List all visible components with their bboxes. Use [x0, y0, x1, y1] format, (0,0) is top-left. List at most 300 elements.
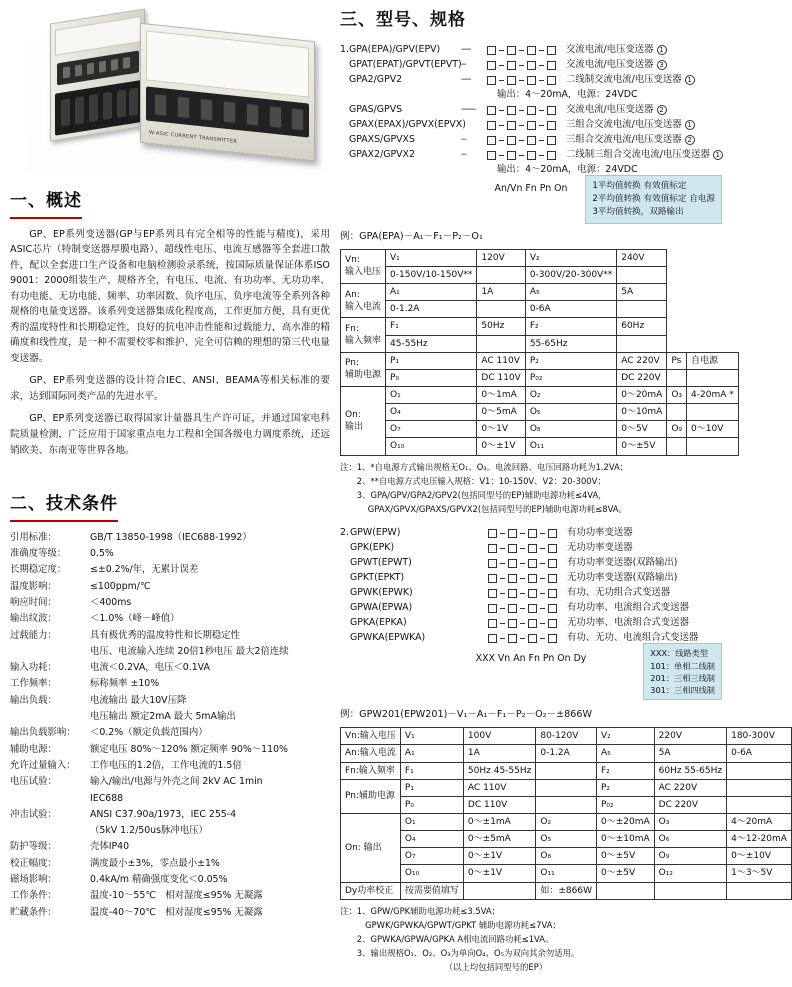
model-description: 三组合交流电流/电压变送器 — [565, 134, 682, 146]
spec-key: 辅助电源： — [10, 743, 57, 755]
note-line: 3平均值转换，双路输出 — [592, 207, 684, 218]
param-cell: 0～±1V — [463, 865, 535, 882]
code-box — [547, 151, 556, 160]
param-cell — [727, 762, 792, 779]
param-cell — [536, 779, 597, 796]
code-box — [488, 544, 497, 553]
spec-value: 标称频率 ±10% — [90, 678, 160, 690]
param-cell: P₂ — [525, 352, 616, 369]
param-cell: V₂ — [525, 249, 616, 266]
spec-row — [10, 856, 330, 872]
param-cell: A₅ — [597, 745, 655, 762]
model-name: GPAS/GPVS — [348, 104, 403, 116]
param-row — [341, 848, 792, 865]
spec-row — [10, 530, 330, 546]
param-label: Vn:输入电压 — [341, 728, 401, 745]
param-cell — [727, 779, 792, 796]
code-box — [528, 559, 537, 568]
param-cell: 4～12-20mA — [727, 831, 792, 848]
model-description: 三组合交流电流/电压变送器 — [565, 119, 682, 131]
param-label-line: Fn: — [345, 323, 359, 334]
code-box — [507, 136, 516, 145]
spec-row — [10, 660, 330, 676]
section-1-title: 一、概述 — [10, 189, 82, 219]
code-box — [508, 589, 517, 598]
code-separator — [500, 563, 505, 564]
param-cell: 0-300V/20-300V** — [525, 266, 616, 283]
model-dash: -- — [460, 149, 466, 161]
code-separator — [500, 548, 505, 549]
param-label: On: 输出 — [341, 814, 401, 883]
code-separator — [540, 638, 545, 639]
model-description: 二线制交流电流/电压变送器 — [565, 74, 682, 86]
param-cell: 0～5V — [617, 421, 667, 438]
code-separator — [520, 608, 525, 609]
code-box — [527, 151, 536, 160]
model-name: GPK(EPK) — [350, 542, 395, 554]
spec-row — [10, 611, 330, 627]
code-separator — [520, 623, 525, 624]
code-box — [528, 574, 537, 583]
code-separator — [500, 578, 505, 579]
code-separator — [499, 65, 504, 66]
model-dash: ------ — [460, 104, 476, 116]
spec-key — [10, 790, 88, 806]
section-1-paragraph-1: GP、EP系列变送器(GP与EP系列具有完全相等的性能与精度)，采用ASIC芯片（特制变送器厚膜电路）、超线性电压、电流互感器等全套进口散件，配以全套进口生产设备和电脑检测验录系统，按国际质量保证体系ISO 9001：2000组装生产，规格齐全，有电压、电流、有功功率、无功功率、有功电能、无功电能、频率、功率因数、负序电压、负序电流等全系列各种规格的电量变送器。该系列变送器集成化程度高，工作更加方便，具有更优秀的温度特性和长期稳定性，良好的抗电冲击性能和过载能力，高水准的精确度和线性度，是一种不需要校零和维护、完全可信赖的理想的第三代电量变送器。 — [10, 228, 330, 364]
param-cell: AC 220V — [617, 352, 667, 369]
param-cell: O₁₂ — [654, 865, 726, 882]
code-box — [508, 529, 517, 538]
spec-row — [10, 725, 330, 741]
spec-row — [10, 742, 330, 758]
model-row — [349, 118, 723, 133]
spec-key: 响应时间： — [10, 597, 57, 608]
line-type-line: 301：三相四线制 — [650, 685, 715, 696]
param-row — [341, 352, 739, 369]
spec-row — [10, 595, 330, 611]
note-line: 2平均值转换 有效值标定 自电源 — [592, 194, 715, 205]
param-cell: 80-120V — [536, 728, 597, 745]
code-box — [508, 604, 517, 613]
param-cell: O₃ — [667, 386, 687, 403]
photo-label: W-ASIC CURRENT TRANSMITTER — [149, 129, 238, 145]
model-name: GPWA(EPWA) — [350, 602, 413, 614]
spec-value: 输入/输出/电源与外壳之间 2kV AC 1min — [90, 776, 263, 788]
code-separator — [519, 50, 524, 51]
param-cell: P₀ — [400, 796, 463, 813]
param-cell: 如：±866W — [536, 882, 597, 899]
note-line: 3、GPA/GPV/GPA2/GPV2(包括同型号的EP)辅助电源功耗≤4VA， — [340, 489, 607, 500]
model-variant-badge: 1 — [685, 75, 695, 85]
code-box — [507, 61, 516, 70]
code-separator — [520, 548, 525, 549]
code-box — [548, 559, 557, 568]
model-description: 有功功率变送器 — [567, 527, 633, 539]
code-box — [547, 76, 556, 85]
param-label: An:输入电流 — [341, 745, 401, 762]
model-name: GPKA(EPKA) — [350, 617, 407, 629]
param-row — [341, 728, 792, 745]
param-cell: 0～±5V — [597, 848, 655, 865]
model-code-boxes — [488, 529, 557, 538]
param-cell — [654, 882, 726, 899]
param-row — [341, 301, 739, 318]
group-2-index: 2. — [340, 526, 349, 538]
code-box — [487, 76, 496, 85]
code-separator — [520, 638, 525, 639]
code-box — [508, 544, 517, 553]
model-variant-badge: 3 — [657, 60, 667, 70]
param-cell: 1～3～5V — [727, 865, 792, 882]
param-label: Dy功率校正 — [341, 882, 401, 899]
code-box — [528, 544, 537, 553]
code-separator — [519, 80, 524, 81]
param-label — [341, 386, 386, 455]
note-line: 1平均值转换 有效值标定 — [592, 181, 687, 192]
code-box — [488, 619, 497, 628]
param-cell: O₄ — [386, 404, 477, 421]
param-cell: O₁₀ — [386, 438, 477, 455]
code-box — [487, 46, 496, 55]
spec-value: ＜0.2%（额定负载范围内） — [90, 727, 208, 739]
code-separator — [519, 155, 524, 156]
model-row — [350, 586, 722, 601]
param-row — [341, 882, 792, 899]
spec-key: 引用标准： — [10, 531, 57, 543]
code-box — [487, 136, 496, 145]
note-line: 注：1、GPW/GPK辅助电源功耗≤3.5VA； — [340, 905, 501, 916]
spec-key — [10, 823, 88, 839]
param-cell: 0～10V — [687, 421, 739, 438]
parameter-table-1 — [340, 249, 739, 456]
spec-value: 电流输出 最大10V压降 — [90, 694, 187, 706]
code-separator — [500, 638, 505, 639]
code-box — [548, 604, 557, 613]
param-row — [341, 266, 739, 283]
note-line: 注：1、*自电源方式输出规格无O₁、O₃。电流回路、电压回路功耗为1.2VA； — [340, 461, 629, 472]
param-cell — [536, 796, 597, 813]
param-cell: AC 110V — [463, 779, 535, 796]
note-line: GPWK/GPWKA/GPWT/GPKT 辅助电源功耗≤7VA； — [340, 919, 561, 930]
spec-row — [10, 644, 330, 660]
spec-row — [10, 676, 330, 692]
code-box — [548, 619, 557, 628]
param-cell: 4～20mA — [727, 814, 792, 831]
param-cell: O₁ — [400, 814, 463, 831]
param-label-line: 辅助电源 — [345, 370, 382, 381]
code-separator — [500, 608, 505, 609]
code-box — [548, 544, 557, 553]
code-separator — [540, 533, 545, 534]
spec-row — [10, 872, 330, 888]
code-separator — [540, 608, 545, 609]
code-box — [527, 106, 536, 115]
param-label-line: 输入电流 — [345, 301, 382, 312]
param-cell: P₀₂ — [525, 369, 616, 386]
spec-value: 温度-40～70℃ 相对湿度≤95% 无凝露 — [90, 906, 263, 918]
model-description: 输出：4～20mA，电源：24VDC — [496, 164, 638, 176]
param-row — [341, 386, 739, 403]
spec-key: 输出负载影响： — [10, 727, 76, 739]
model-dash: -- — [460, 134, 466, 146]
param-cell: 0～5mA — [477, 404, 525, 421]
param-row — [341, 369, 739, 386]
model-name: GPKT(EPKT) — [350, 572, 405, 584]
code-box — [488, 574, 497, 583]
code-separator — [520, 593, 525, 594]
line-type-line: 201：三相三线制 — [650, 672, 715, 683]
code-separator — [539, 50, 544, 51]
model-variant-badge: 2 — [657, 105, 667, 115]
code-separator — [540, 623, 545, 624]
param-cell: 0-6A — [727, 745, 792, 762]
spec-value: 电流＜0.2VA，电压＜0.1VA — [90, 662, 210, 674]
spec-row — [10, 905, 330, 921]
code-box — [488, 529, 497, 538]
param-cell: F₁ — [400, 762, 463, 779]
param-cell: 60Hz — [617, 318, 667, 335]
tech-spec-list — [10, 530, 330, 921]
param-cell: 0～±1V — [463, 848, 535, 865]
param-label-line: 输出 — [345, 421, 364, 432]
code-separator — [500, 593, 505, 594]
spec-row — [10, 628, 330, 644]
param-cell — [463, 882, 535, 899]
code-box — [547, 106, 556, 115]
spec-row — [10, 546, 330, 562]
model-variant-badge: 1 — [657, 45, 667, 55]
device-image-large — [140, 23, 315, 161]
model-row — [350, 571, 722, 586]
param-cell — [617, 266, 667, 283]
spec-key: 温度影响： — [10, 580, 57, 592]
param-cell: F₂ — [525, 318, 616, 335]
code-box — [547, 61, 556, 70]
model-variant-badge: 2 — [685, 135, 695, 145]
code-box — [547, 136, 556, 145]
param-cell: O₁₁ — [525, 438, 616, 455]
model-row — [350, 631, 722, 646]
param-cell: 0～±10mA — [597, 831, 655, 848]
model-group-2 — [340, 526, 722, 666]
param-cell: 0～±5V — [617, 438, 667, 455]
spec-row — [10, 562, 330, 578]
code-separator — [520, 533, 525, 534]
model-row — [349, 148, 723, 163]
section-3-title: 三、型号、规格 — [340, 10, 466, 30]
code-separator — [519, 65, 524, 66]
param-row — [341, 831, 792, 848]
group-2-footer-code: XXX Vn An Fn Pn On Dy — [475, 652, 587, 664]
device-image-small — [50, 8, 145, 141]
product-photo — [28, 8, 323, 173]
param-cell: O₁₀ — [400, 865, 463, 882]
param-cell — [617, 335, 667, 352]
model-code-boxes — [487, 76, 556, 85]
spec-key: 输出负载： — [10, 694, 57, 706]
code-box — [547, 46, 556, 55]
param-row — [341, 421, 739, 438]
param-cell: F₂ — [597, 762, 655, 779]
section-1-paragraph-2: GP、EP系列变送器的设计符合IEC、ANSI、BEAMA等相关标准的要求，达到国际同类产品的先进水平。 — [10, 375, 330, 402]
param-cell — [477, 335, 525, 352]
param-cell: P₂ — [597, 779, 655, 796]
param-cell: 240V — [617, 249, 667, 266]
param-cell: 4-20mA * — [687, 386, 739, 403]
param-cell — [667, 438, 687, 455]
spec-key: 工作频率： — [10, 678, 57, 690]
param-cell: O₂ — [525, 386, 616, 403]
model-row — [349, 163, 723, 178]
param-cell: 5A — [617, 284, 667, 301]
param-cell: 0-6A — [525, 301, 616, 318]
model-description: 无功功率变送器(双路输出) — [567, 572, 678, 584]
code-box — [507, 76, 516, 85]
code-box — [508, 574, 517, 583]
spec-value: 壳体IP40 — [90, 841, 130, 853]
spec-value: 0.4kA/m 精确强度变化＜0.05% — [90, 874, 228, 886]
spec-key: 防护等级： — [10, 841, 57, 853]
spec-row — [10, 693, 330, 709]
param-cell: 5A — [654, 745, 726, 762]
code-separator — [540, 563, 545, 564]
param-cell: 180-300V — [727, 728, 792, 745]
code-box — [548, 574, 557, 583]
model-row — [350, 526, 722, 541]
code-box — [487, 61, 496, 70]
param-cell: 按需要值填写 — [400, 882, 463, 899]
code-box — [527, 61, 536, 70]
code-separator — [539, 125, 544, 126]
code-separator — [540, 548, 545, 549]
model-name: GPWK(EPWK) — [350, 587, 413, 599]
param-label-line: 输入频率 — [345, 336, 382, 347]
spec-value: 温度-10～55℃ 相对湿度≤95% 无凝露 — [90, 890, 263, 902]
param-cell: 45-55Hz — [386, 335, 477, 352]
param-cell: V₂ — [597, 728, 655, 745]
param-row — [341, 284, 739, 301]
code-box — [548, 634, 557, 643]
model-description: 交流电流/电压变送器 — [565, 59, 654, 71]
code-box — [488, 604, 497, 613]
param-row — [341, 249, 739, 266]
param-cell: DC 110V — [463, 796, 535, 813]
model-name: GPA(EPA)/GPV(EPV) — [348, 44, 441, 56]
spec-value: （5kV 1.2/50us脉冲电压） — [90, 825, 208, 837]
model-code-boxes — [488, 604, 557, 613]
spec-value: ANSI C37.90a/1973，IEC 255-4 — [90, 808, 237, 820]
model-name: GPWKA(EPWKA) — [350, 632, 426, 644]
model-code-boxes — [488, 589, 557, 598]
code-separator — [539, 65, 544, 66]
param-cell: 0-1.2A — [386, 301, 477, 318]
param-cell: V₁ — [386, 249, 477, 266]
param-cell: O₈ — [536, 848, 597, 865]
group-2-example: 例：GPW201(EPW201)－V₁－A₁－F₁－P₂－O₂－±866W — [340, 709, 592, 721]
param-cell: 0～±1mA — [463, 814, 535, 831]
model-name: GPAX(EPAX)/GPVX(EPVX) — [348, 119, 466, 131]
model-row — [350, 601, 722, 616]
code-separator — [539, 80, 544, 81]
param-cell: 55-65Hz — [525, 335, 616, 352]
spec-key: 工作条件： — [10, 890, 57, 902]
param-row — [341, 335, 739, 352]
spec-value: ＜1.0%（峰－峰值） — [90, 613, 180, 625]
model-row — [349, 58, 723, 73]
param-cell — [536, 762, 597, 779]
spec-value: 电压、电流输入连续 20倍1秒电压 最大2倍连续 — [90, 645, 289, 657]
code-box — [487, 121, 496, 130]
model-code-boxes — [487, 46, 556, 55]
group-1-example: 例：GPA(EPA)－A₁－F₁－P₂－O₁ — [340, 230, 483, 242]
code-separator — [520, 563, 525, 564]
code-separator — [520, 578, 525, 579]
model-description: 有功、无功组合式变送器 — [567, 587, 671, 599]
param-cell: AC 220V — [654, 779, 726, 796]
param-cell: P₁ — [400, 779, 463, 796]
model-row — [349, 73, 723, 88]
param-cell: O₈ — [525, 421, 616, 438]
model-description: 有功、无功、电流组合式变送器 — [567, 632, 699, 644]
model-name: GPWT(EPWT) — [350, 557, 412, 569]
param-cell: O₇ — [400, 848, 463, 865]
line-type-line: XXX：线路类型 — [650, 648, 708, 659]
param-cell — [687, 404, 739, 421]
param-label-line: An: — [345, 289, 360, 300]
model-description: 二线制三组合交流电流/电压变送器 — [565, 149, 710, 161]
note-line: 2、**自电源方式电压输入规格：V1：10-150V、V2：20-300V； — [340, 475, 606, 486]
param-cell: O₁₁ — [536, 865, 597, 882]
section-1-paragraph-3: GP、EP系列变送器已取得国家计量器具生产许可证，并通过国家电科院质量检测，广泛应用于国家重点电力工程和全国各级电力调度系统，还远销欧美、东南亚等世界各地。 — [10, 413, 330, 456]
model-row — [350, 556, 722, 571]
param-cell: O₉ — [667, 421, 687, 438]
model-dash: -- — [460, 59, 466, 71]
param-cell: 0～±5V — [597, 865, 655, 882]
param-row — [341, 318, 739, 335]
code-box — [488, 559, 497, 568]
model-code-boxes — [488, 634, 557, 643]
spec-value: 具有极优秀的温度特性和长期稳定性 — [90, 629, 241, 641]
param-cell: A₁ — [386, 284, 477, 301]
code-separator — [519, 140, 524, 141]
param-cell — [597, 882, 655, 899]
code-box — [527, 121, 536, 130]
code-separator — [540, 578, 545, 579]
param-cell: 0～1mA — [477, 386, 525, 403]
model-row — [349, 88, 723, 103]
model-code-boxes — [487, 106, 556, 115]
code-box — [487, 151, 496, 160]
spec-value: ≤100ppm/℃ — [90, 580, 151, 592]
model-code-boxes — [487, 61, 556, 70]
param-cell — [667, 369, 687, 386]
param-cell: O₉ — [654, 848, 726, 865]
code-box — [547, 121, 556, 130]
param-cell: O₅ — [536, 831, 597, 848]
code-separator — [499, 125, 504, 126]
spec-key: 过载能力： — [10, 629, 57, 641]
spec-row — [10, 790, 330, 806]
spec-row — [10, 823, 330, 839]
model-name: GPAT(EPAT)/GPVT(EPVT) — [348, 59, 462, 71]
left-column — [10, 8, 330, 921]
note-line: 2、GPWKA/GPWA/GPKA A相电流回路功耗≤1VA。 — [340, 933, 554, 944]
model-code-boxes — [487, 121, 556, 130]
code-box — [488, 634, 497, 643]
param-row — [341, 404, 739, 421]
spec-row — [10, 888, 330, 904]
model-row — [350, 616, 722, 631]
